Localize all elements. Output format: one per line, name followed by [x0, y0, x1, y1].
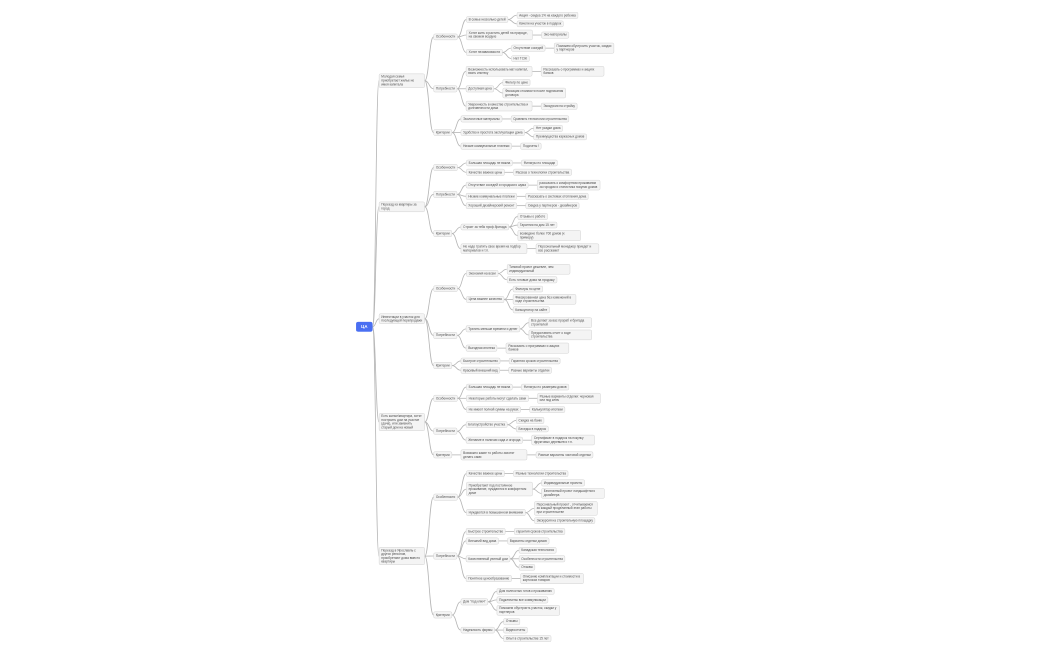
- children-column: [461, 588, 560, 642]
- topic-node[interactable]: Акция - скидка 1% на каждого ребенка: [517, 12, 578, 19]
- mindmap-node-row: [433, 384, 600, 413]
- mindmap-node-row: [466, 101, 577, 111]
- mindmap-node-row: [503, 88, 566, 98]
- topic-node[interactable]: Скидка у партнеров - дизайнеров: [526, 202, 580, 209]
- mindmap-node-row: [466, 470, 568, 477]
- children-column: [531, 435, 594, 445]
- topic-node[interactable]: Экологичные материалы: [461, 116, 502, 123]
- mindmap-node-row: [433, 12, 614, 62]
- topic-node[interactable]: Гарантия сроков строительства: [509, 358, 560, 365]
- group-node[interactable]: Критерии: [433, 362, 452, 369]
- mindmap-node-row: [506, 343, 569, 353]
- mindmap-node-row: [466, 79, 566, 98]
- mindmap-node-row: [541, 32, 569, 39]
- mindmap-node-row: [519, 564, 535, 571]
- topic-node[interactable]: Типовой проект дешевле, чем индивидуальный: [507, 264, 570, 274]
- mindmap-node-row: [466, 318, 592, 341]
- mindmap-node-row: [497, 588, 555, 595]
- group-node[interactable]: Критерии: [433, 129, 452, 136]
- topic-node[interactable]: Быстрое строительство: [466, 528, 506, 535]
- mindmap-node-row: [466, 406, 565, 413]
- topic-node[interactable]: Описание комплектации и стоимости в карточках товаров: [520, 573, 583, 583]
- mindmap-node-row: [507, 276, 557, 283]
- topic-node[interactable]: Большая площадь не важна: [466, 384, 512, 391]
- topic-node[interactable]: Рассказать о системах отопления дома: [526, 193, 589, 200]
- children-column: [509, 367, 552, 374]
- mindmap-node-row: [513, 286, 543, 293]
- topic-node[interactable]: Фиксированная цена без изменений в ходе строительства: [513, 294, 576, 304]
- mindmap-node-row: [514, 528, 565, 535]
- children-column: [541, 32, 569, 39]
- topic-node[interactable]: Персональный проект , отчитываемся за каждый проделанный этап работы при строительстве: [534, 501, 597, 515]
- topic-node[interactable]: Нет усадки дома: [534, 125, 563, 132]
- topic-node[interactable]: Разные варианты отделки: черновая или под ключ: [537, 393, 600, 403]
- topic-node[interactable]: Поможем обустроить участок, скидки у партнеров: [554, 43, 614, 53]
- mindmap-node-row: [518, 230, 581, 240]
- mindmap-node-row: [503, 79, 531, 86]
- mindmap-node-row: [541, 480, 584, 487]
- children-column: [520, 573, 583, 583]
- mindmap-node-row: [529, 330, 592, 340]
- mindmap-node-row: [466, 180, 600, 190]
- mindmap-node-row: [509, 358, 560, 365]
- mindmap-node-row: [534, 517, 595, 524]
- topic-node[interactable]: Уверенность в качестве строительства и долговечности дома: [466, 101, 532, 111]
- topic-node[interactable]: Канадская технология: [519, 547, 556, 554]
- children-column: [466, 318, 592, 354]
- mindmap-node-row: [466, 202, 580, 209]
- topic-node[interactable]: Скидка на баню: [516, 417, 544, 424]
- mindmap-node-row: [466, 573, 584, 583]
- topic-node[interactable]: Разные варианты чистовой отделки: [536, 452, 593, 459]
- children-column: [541, 103, 577, 110]
- topic-node[interactable]: Есть готовые дома на продажу: [507, 276, 557, 283]
- topic-node[interactable]: Возможно какие то работы захотят делать сами: [461, 450, 527, 460]
- mindmap-node-row: [466, 547, 565, 571]
- topic-node[interactable]: Отзывы: [504, 618, 520, 625]
- children-column: [466, 417, 595, 445]
- topic-node[interactable]: Калькулятор ипотеки: [530, 406, 566, 413]
- topic-node[interactable]: Видеоотчеты: [504, 627, 528, 634]
- root-node[interactable]: ЦА: [356, 322, 373, 332]
- topic-node[interactable]: Дом "под ключ": [461, 599, 488, 606]
- children-column: [466, 180, 600, 209]
- topic-node[interactable]: Поможем обустроить участок, скидки у партнеров: [497, 605, 560, 615]
- topic-node[interactable]: Большая площадь не важна: [466, 160, 512, 167]
- topic-node[interactable]: Качество важнее цены: [466, 169, 504, 176]
- topic-node[interactable]: Разные технологии строительства: [513, 470, 568, 477]
- topic-node[interactable]: Индивидуальные проекты: [541, 480, 584, 487]
- group-node[interactable]: Потребности: [433, 85, 457, 92]
- mindmap-node-row: [507, 264, 570, 274]
- children-column: [466, 528, 584, 583]
- mindmap-node-row: [516, 417, 544, 424]
- children-column: [466, 470, 604, 524]
- topic-node[interactable]: Строит за тебя проф.бригада: [461, 224, 509, 231]
- topic-node[interactable]: Хороший дизайнерский ремонт: [466, 202, 517, 209]
- mindmap-node-row: [518, 213, 548, 220]
- mindmap-node-row: [379, 160, 600, 254]
- mindmap-node-row: [519, 556, 565, 563]
- topic-node[interactable]: Рассказать о программах и акциях банков: [541, 66, 604, 76]
- mindmap-node-row: [433, 417, 594, 445]
- topic-node[interactable]: Не имеют полной суммы на руках: [466, 406, 520, 413]
- mindmap-node-row: [511, 116, 569, 123]
- mindmap-node-row: [541, 488, 604, 498]
- branch-node[interactable]: Переезд из квартиры за город: [379, 202, 425, 212]
- children-column: [433, 264, 591, 373]
- children-column: [518, 213, 581, 240]
- mindmap-node-row: [466, 286, 576, 313]
- mindmap-node-row: [466, 417, 549, 432]
- children-column: [536, 452, 593, 459]
- mindmap-node-row: [536, 243, 599, 253]
- group-node[interactable]: Особенности: [433, 494, 457, 501]
- mindmap-node-row: [504, 618, 520, 625]
- mindmap: [356, 12, 1009, 650]
- mindmap-node-row: [518, 222, 557, 229]
- mindmap-node-row: [433, 66, 604, 111]
- mindmap-node-row: [461, 367, 552, 374]
- children-column: [504, 618, 552, 642]
- branch-node[interactable]: Есть жилье/квартира, хотят построить дом на участке (дача), или заменить старый дом на новый: [379, 413, 425, 431]
- topic-node[interactable]: Преимущества каркасных домов: [534, 134, 587, 141]
- children-column: [534, 125, 587, 140]
- topic-node[interactable]: Подсчеты !: [521, 143, 542, 150]
- mindmap-node-row: [433, 180, 600, 209]
- mindmap-node-row: [466, 160, 557, 167]
- topic-node[interactable]: Качественный уютный дом: [466, 556, 510, 563]
- mindmap-node-row: [507, 538, 549, 545]
- topic-node[interactable]: Тратить меньше времени и денег: [466, 326, 520, 333]
- mindmap-node-row: [511, 55, 529, 62]
- mindmap-node-row: [541, 66, 604, 76]
- mindmap-node-row: [466, 501, 597, 524]
- mindmap-node-row: [466, 343, 569, 353]
- topic-node[interactable]: Экономия на всем: [466, 270, 498, 277]
- mindmap-node-row: [433, 358, 560, 374]
- group-node[interactable]: Критерии: [433, 230, 452, 237]
- children-column: [461, 116, 587, 150]
- children-column: [517, 12, 578, 27]
- topic-node[interactable]: Фильтры по размерам домов: [521, 384, 569, 391]
- mindmap-node-row: [461, 358, 561, 365]
- topic-node[interactable]: Особенности строительства: [519, 556, 565, 563]
- mindmap-node-row: [534, 501, 597, 515]
- mindmap-node-row: [466, 193, 589, 200]
- mindmap-node-row: [379, 470, 605, 642]
- mindmap-node-row: [433, 470, 604, 524]
- topic-node[interactable]: Отсутствие соседей: [511, 45, 545, 52]
- topic-node[interactable]: Низкие коммунальные платежи: [461, 143, 512, 150]
- mindmap-node-row: [520, 573, 583, 583]
- topic-node[interactable]: Возможность использовать мат капитал, взять ипотеку: [466, 66, 532, 76]
- topic-node[interactable]: Некоторые работы могут сделать сами: [466, 395, 528, 402]
- mindmap-node-row: [466, 12, 578, 27]
- mindmap-node-row: [537, 393, 600, 403]
- mindmap-node-row: [497, 597, 548, 604]
- topic-node[interactable]: Цена важнее качества: [466, 296, 504, 303]
- children-column: [513, 169, 571, 176]
- topic-node[interactable]: Красивый внешний вид: [461, 367, 500, 374]
- topic-node[interactable]: Беседка в подарок: [516, 426, 548, 433]
- children-column: [521, 160, 557, 167]
- mindmap-node-row: [536, 452, 593, 459]
- children-column: [536, 243, 599, 253]
- topic-node[interactable]: Низкие коммунальные платежи: [466, 193, 517, 200]
- mindmap-node-row: [433, 264, 576, 313]
- topic-node[interactable]: Быстрое строительство: [461, 358, 501, 365]
- topic-node[interactable]: Благоустройство участка: [466, 421, 508, 428]
- mindmap-node-row: [433, 116, 586, 150]
- children-column: [529, 318, 592, 341]
- mindmap-node-row: [521, 143, 542, 150]
- mindmap-node-row: [466, 169, 571, 176]
- topic-node[interactable]: Качели на участок в подарок: [517, 21, 564, 28]
- topic-node[interactable]: Внешний вид дома: [466, 538, 499, 545]
- topic-node[interactable]: Калькулятор на сайте: [513, 307, 550, 314]
- mindmap-node-row: [516, 426, 548, 433]
- mindmap-node-row: [466, 480, 604, 499]
- mindmap-node-row: [433, 160, 571, 176]
- mindmap-node-row: [509, 367, 552, 374]
- topic-node[interactable]: Удобство и простота эксплуатации дома: [461, 129, 525, 136]
- topic-node[interactable]: Все делает за вас прораб и бригада строителей: [529, 318, 592, 328]
- children-column: [554, 43, 614, 53]
- topic-node[interactable]: Рассказ о технологии строительства: [513, 169, 571, 176]
- children-column: [466, 384, 600, 413]
- mindmap-node-row: [379, 384, 601, 460]
- children-column: [466, 160, 571, 176]
- children-column: [521, 384, 569, 391]
- mindmap-node-row: [379, 12, 614, 149]
- branch-node[interactable]: Молодая семья приобретает жилье не имея капитала: [379, 74, 425, 88]
- topic-node[interactable]: Хотят независимости: [466, 49, 502, 56]
- topic-node[interactable]: Бесплатный проект ландшафтного дизайнера: [541, 488, 604, 498]
- mindmap-tree: [356, 12, 614, 642]
- mindmap-node-row: [534, 134, 587, 141]
- mindmap-node-row: [526, 193, 589, 200]
- mindmap-node-row: [537, 180, 600, 190]
- topic-node[interactable]: Отзывы о работе: [518, 213, 548, 220]
- mindmap-node-row: [466, 528, 565, 535]
- group-node[interactable]: Особенности: [433, 285, 457, 292]
- mindmap-node-row: [517, 12, 578, 19]
- children-column: [466, 264, 576, 313]
- children-column: [433, 384, 600, 460]
- topic-node[interactable]: Экскурсия на стройку: [541, 103, 577, 110]
- children-column: [497, 588, 560, 615]
- children-column: [506, 343, 569, 353]
- topic-node[interactable]: Фиксация стоимости после подписания договора: [503, 88, 566, 98]
- mindmap-node-row: [517, 21, 564, 28]
- topic-node[interactable]: Отзывы: [519, 564, 535, 571]
- children-column: [379, 12, 614, 642]
- mindmap-node-row: [466, 435, 595, 445]
- mindmap-node-row: [513, 307, 550, 314]
- topic-node[interactable]: Хотят жить и растить детей на природе, на свежем воздухе: [466, 30, 532, 40]
- topic-node[interactable]: Желание в наличии сада и огорода: [466, 437, 523, 444]
- topic-node[interactable]: Фильтры по цене: [513, 286, 543, 293]
- topic-node[interactable]: Фильтр по цене: [503, 79, 531, 86]
- children-column: [534, 501, 597, 524]
- mindmap-node-row: [497, 605, 560, 615]
- topic-node[interactable]: Сравнить технологии строительства: [511, 116, 569, 123]
- topic-node[interactable]: Экскурсия на строительную площадку: [534, 517, 595, 524]
- topic-node[interactable]: Разные варианты отделки: [509, 367, 552, 374]
- topic-node[interactable]: Нуждаются в повышенном внимании: [466, 509, 525, 516]
- topic-node[interactable]: Приобретают под постоянное проживание, нуждаются в комфортном доме: [466, 482, 532, 496]
- mindmap-node-row: [513, 294, 576, 304]
- topic-node[interactable]: Выгодная ипотека: [466, 345, 497, 352]
- group-node[interactable]: Потребности: [433, 553, 457, 560]
- topic-node[interactable]: В семье несколько детей: [466, 16, 508, 23]
- branch-node[interactable]: Инвестиции в участок для последующей перепродажи: [379, 314, 425, 324]
- topic-node[interactable]: Доступная цена: [466, 85, 494, 92]
- mindmap-node-row: [461, 450, 593, 460]
- mindmap-node-row: [554, 43, 614, 53]
- mindmap-node-row: [526, 202, 580, 209]
- mindmap-node-row: [504, 635, 552, 642]
- mindmap-node-row: [356, 12, 614, 642]
- group-node[interactable]: Потребности: [433, 428, 457, 435]
- topic-node[interactable]: Дом полностью готов к проживанию: [497, 588, 555, 595]
- children-column: [513, 286, 576, 313]
- children-column: [461, 358, 561, 374]
- topic-node[interactable]: Отсутствие соседей и городского шума: [466, 182, 528, 189]
- group-node[interactable]: Особенности: [433, 34, 457, 41]
- mindmap-node-row: [379, 264, 592, 373]
- children-column: [509, 358, 560, 365]
- group-node[interactable]: Потребности: [433, 332, 457, 339]
- children-column: [530, 406, 566, 413]
- children-column: [541, 480, 604, 499]
- mindmap-node-row: [433, 318, 591, 354]
- topic-node[interactable]: рассказать о комфортном проживании за городом и статистика покупки домов: [537, 180, 600, 190]
- children-column: [433, 160, 600, 254]
- group-node[interactable]: Особенности: [433, 395, 457, 402]
- children-column: [433, 12, 614, 149]
- mindmap-node-row: [466, 43, 614, 62]
- mindmap-node-row: [466, 393, 600, 403]
- children-column: [507, 264, 570, 283]
- children-column: [466, 12, 614, 62]
- mindmap-node-row: [461, 213, 581, 240]
- children-column: [507, 538, 549, 545]
- topic-node[interactable]: Варианты отделки домов: [507, 538, 549, 545]
- mindmap-node-row: [531, 435, 594, 445]
- group-node[interactable]: Особенности: [433, 164, 457, 171]
- mindmap-node-row: [504, 627, 528, 634]
- topic-node[interactable]: Предоставить отчет о ходе строительства: [529, 330, 592, 340]
- mindmap-node-row: [461, 143, 542, 150]
- children-column: [516, 417, 548, 432]
- group-node[interactable]: Критерии: [433, 612, 452, 619]
- children-column: [526, 202, 580, 209]
- mindmap-node-row: [461, 618, 551, 642]
- mindmap-node-row: [513, 470, 568, 477]
- topic-node[interactable]: Фильтры по площади: [521, 160, 557, 167]
- children-column: [537, 393, 600, 403]
- topic-node[interactable]: Опыт в строительстве 15 лет: [504, 635, 552, 642]
- topic-node[interactable]: Качество важнее цены: [466, 470, 504, 477]
- children-column: [461, 213, 599, 254]
- children-column: [513, 470, 568, 477]
- mindmap-node-row: [530, 406, 566, 413]
- mindmap-node-row: [511, 43, 614, 53]
- children-column: [511, 116, 569, 123]
- children-column: [521, 143, 542, 150]
- children-column: [466, 66, 604, 111]
- children-column: [514, 528, 565, 535]
- mindmap-node-row: [433, 450, 593, 460]
- topic-node[interactable]: Подключены все коммуникации: [497, 597, 548, 604]
- mindmap-node-row: [529, 318, 592, 328]
- mindmap-node-row: [513, 169, 571, 176]
- mindmap-node-row: [433, 528, 583, 583]
- topic-node[interactable]: Надежность фирмы: [461, 627, 495, 634]
- children-column: [503, 79, 566, 98]
- mindmap-node-row: [461, 243, 599, 253]
- group-node[interactable]: Потребности: [433, 191, 457, 198]
- mindmap-node-row: [461, 125, 587, 140]
- children-column: [526, 193, 589, 200]
- topic-node[interactable]: Не надо тратить свое время на подбор материалов и т.п.: [461, 243, 527, 253]
- mindmap-node-row: [466, 538, 549, 545]
- mindmap-node-row: [461, 116, 569, 123]
- mindmap-node-row: [521, 384, 569, 391]
- topic-node[interactable]: Понятное ценообразование: [466, 575, 512, 582]
- group-node[interactable]: Критерии: [433, 452, 452, 459]
- topic-node[interactable]: Рассказать о программах и акциях банков: [506, 343, 569, 353]
- mindmap-node-row: [519, 547, 556, 554]
- mindmap-node-row: [461, 588, 560, 615]
- mindmap-node-row: [521, 160, 557, 167]
- branch-node[interactable]: Переезд в Ярославль с других регионов, приобретают дома вместо квартиры: [379, 547, 425, 565]
- topic-node[interactable]: гарантия сроков строительства: [514, 528, 565, 535]
- topic-node[interactable]: Персональный менеджер приедет и все расскажет: [536, 243, 599, 253]
- topic-node[interactable]: возведено более 700 домов (к примеру): [518, 230, 581, 240]
- mindmap-node-row: [433, 213, 599, 254]
- mindmap-node-row: [541, 103, 577, 110]
- topic-node[interactable]: Эко-материалы: [541, 32, 569, 39]
- mindmap-node-row: [433, 588, 560, 642]
- mindmap-node-row: [466, 384, 569, 391]
- children-column: [519, 547, 565, 571]
- mindmap-node-row: [534, 125, 563, 132]
- mindmap-node-row: [466, 66, 604, 76]
- children-column: [433, 470, 604, 642]
- children-column: [541, 66, 604, 76]
- children-column: [461, 450, 593, 460]
- children-column: [537, 180, 600, 190]
- children-column: [511, 43, 614, 62]
- mindmap-node-row: [466, 30, 569, 40]
- topic-node[interactable]: Сертификат в подарок на покупку фруктовых деревьев и т.п.: [531, 435, 594, 445]
- mindmap-node-row: [466, 264, 570, 283]
- topic-node[interactable]: Нет ТСЖ: [511, 55, 529, 62]
- topic-node[interactable]: Гарантия на дом 15 лет: [518, 222, 557, 229]
